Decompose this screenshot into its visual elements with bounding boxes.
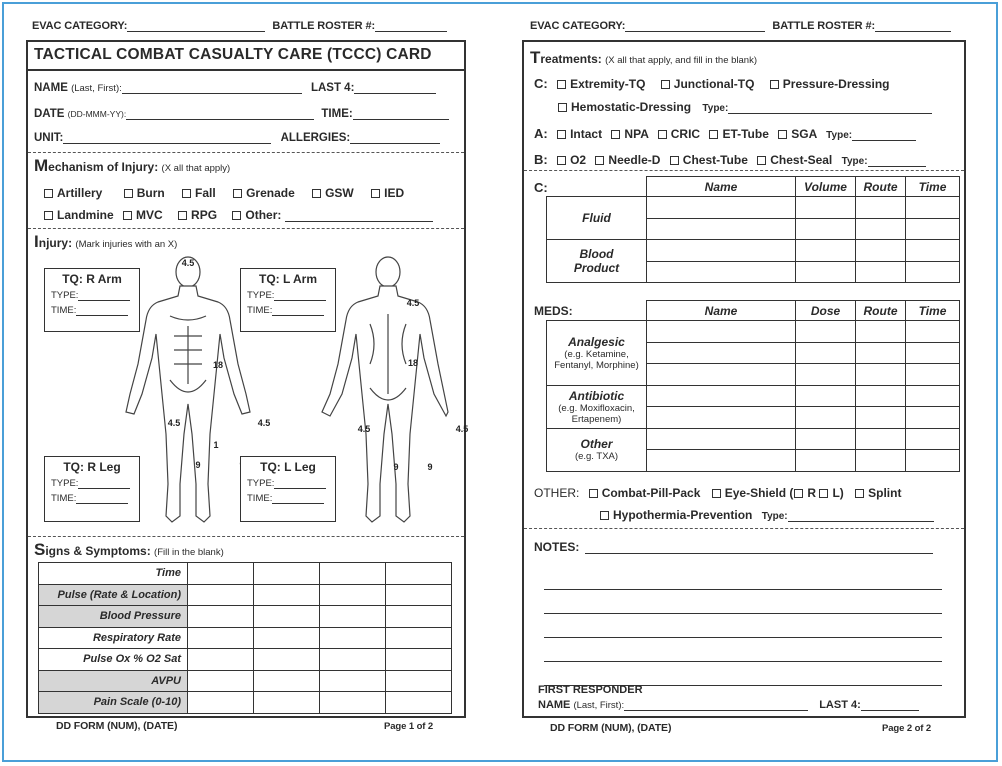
card-title: TACTICAL COMBAT CASUALTY CARE (TCCC) CARD <box>34 46 432 63</box>
pressure-dressing-checkbox[interactable]: Pressure-Dressing <box>770 77 890 91</box>
front-groin-pct: 1 <box>213 440 219 450</box>
moi-artillery-checkbox[interactable]: Artillery <box>44 186 102 200</box>
footer-form-1: DD FORM (NUM), (DATE) <box>56 720 178 732</box>
fluid-c-label: C: <box>534 180 548 195</box>
eye-shield-r-checkbox[interactable] <box>794 489 803 498</box>
injury-hint: (Mark injuries with an X) <box>75 239 178 250</box>
fluid-header-route: Route <box>856 177 906 197</box>
signs-title: Signs & Symptoms: (Fill in the blank) <box>34 540 224 559</box>
battle-roster-label-2: BATTLE ROSTER #: <box>772 20 876 32</box>
antibiotic-cat: Antibiotic (e.g. Moxifloxacin, Ertapenem) <box>547 385 647 428</box>
date-hint: (DD-MMM-YY): <box>67 109 127 119</box>
date-field[interactable] <box>34 108 449 120</box>
fluid-header-name: Name <box>647 177 796 197</box>
back-arm-l-pct: 4.5 <box>357 424 371 434</box>
signs-row-pain: Pain Scale (0-10) <box>39 692 452 714</box>
sga-checkbox[interactable]: SGA <box>778 127 817 141</box>
front-leg-r-pct: 9 <box>195 460 201 470</box>
other-med-cat: Other (e.g. TXA) <box>547 428 647 471</box>
back-leg-r-pct: 9 <box>427 462 433 472</box>
moi-title: Mechanism of Injury: (X all that apply) <box>34 156 231 175</box>
footer-form-2: DD FORM (NUM), (DATE) <box>550 722 672 734</box>
moi-landmine-checkbox[interactable]: Landmine <box>44 208 114 222</box>
name-hint: (Last, First): <box>71 83 122 94</box>
combat-pill-pack-checkbox[interactable]: Combat-Pill-Pack <box>589 486 701 500</box>
meds-header-time: Time <box>906 301 960 321</box>
front-head-pct: 4.5 <box>181 258 195 268</box>
o2-checkbox[interactable]: O2 <box>557 153 586 167</box>
treat-b-row: B: O2 Needle-D Chest-Tube Chest-Seal Type: <box>534 152 926 167</box>
signs-row-time: Time <box>39 563 452 585</box>
cric-checkbox[interactable]: CRIC <box>658 127 700 141</box>
treat-c-row: C: Extremity-TQ Junctional-TQ Pressure-Dressing <box>534 76 890 91</box>
analgesic-cat: Analgesic (e.g. Ketamine, Fentanyl, Morphine) <box>547 321 647 386</box>
injury-title: Injury: (Mark injuries with an X) <box>34 232 178 251</box>
extremity-tq-checkbox[interactable]: Extremity-TQ <box>557 77 645 91</box>
eye-shield-checkbox[interactable]: Eye-Shield ( R L) <box>712 486 844 500</box>
moi-other-checkbox[interactable]: Other: <box>232 208 433 222</box>
name-label: NAME <box>34 82 68 94</box>
hemostatic-dressing-checkbox[interactable]: Hemostatic-Dressing <box>558 100 691 114</box>
front-body-figure <box>126 257 250 522</box>
front-arm-l-pct: 4.5 <box>257 418 271 428</box>
first-responder-field[interactable]: NAME (Last, First): LAST 4: <box>538 699 919 711</box>
tq-r-arm-box[interactable]: TQ: R Arm TYPE: TIME: <box>44 268 140 332</box>
treatments-title: Treatments: (X all that apply, and fill in the blank) <box>530 48 758 67</box>
chest-tube-checkbox[interactable]: Chest-Tube <box>670 153 748 167</box>
signs-hint: (Fill in the blank) <box>154 547 224 558</box>
sga-type-label: Type: <box>826 130 853 141</box>
moi-row-1 <box>44 186 404 200</box>
junctional-tq-checkbox[interactable]: Junctional-TQ <box>661 77 755 91</box>
moi-hint: (X all that apply) <box>161 163 231 174</box>
footer-page-2: Page 2 of 2 <box>882 723 932 734</box>
moi-mvc-checkbox[interactable]: MVC <box>123 208 163 222</box>
signs-row-pulse: Pulse (Rate & Location) <box>39 584 452 606</box>
evac-category-field[interactable] <box>32 20 447 32</box>
meds-label: MEDS: <box>534 304 573 318</box>
moi-ied-checkbox[interactable]: IED <box>371 186 404 200</box>
evac-category-label-2: EVAC CATEGORY: <box>530 20 626 32</box>
hemostatic-row <box>558 100 932 114</box>
intact-checkbox[interactable]: Intact <box>557 127 602 141</box>
evac-category-label: EVAC CATEGORY: <box>32 20 128 32</box>
blood-product-cat: Blood Product <box>547 240 647 283</box>
chest-seal-checkbox[interactable]: Chest-Seal <box>757 153 832 167</box>
back-arm-r-pct: 4.5 <box>455 424 469 434</box>
tq-l-arm-box[interactable]: TQ: L Arm TYPE: TIME: <box>240 268 336 332</box>
tq-l-leg-box[interactable]: TQ: L Leg TYPE: TIME: <box>240 456 336 522</box>
signs-row-bp: Blood Pressure <box>39 606 452 628</box>
chest-seal-type-field[interactable] <box>868 157 926 167</box>
name-field[interactable] <box>34 82 436 94</box>
moi-grenade-checkbox[interactable]: Grenade <box>233 186 295 200</box>
hypothermia-type-field[interactable] <box>788 512 934 522</box>
front-arm-r-pct: 4.5 <box>167 418 181 428</box>
meds-header-dose: Dose <box>796 301 856 321</box>
card-page-2 <box>522 40 966 718</box>
meds-table <box>546 300 960 472</box>
allergies-label: ALLERGIES: <box>280 132 351 144</box>
time-label: TIME: <box>321 108 353 120</box>
unit-field[interactable] <box>34 132 440 144</box>
sga-type-field[interactable] <box>852 131 916 141</box>
signs-row-avpu: AVPU <box>39 670 452 692</box>
signs-row-pulseox: Pulse Ox % O2 Sat <box>39 649 452 671</box>
unit-label: UNIT: <box>34 132 64 144</box>
moi-fall-checkbox[interactable]: Fall <box>182 186 216 200</box>
meds-header-route: Route <box>856 301 906 321</box>
moi-row-2 <box>44 208 433 222</box>
date-label: DATE <box>34 108 65 120</box>
meds-header-name: Name <box>647 301 796 321</box>
eye-shield-l-checkbox[interactable] <box>819 489 828 498</box>
first-responder-label: FIRST RESPONDER <box>538 684 643 696</box>
fluid-header-time: Time <box>906 177 960 197</box>
fluid-header-volume: Volume <box>796 177 856 197</box>
moi-gsw-checkbox[interactable]: GSW <box>312 186 354 200</box>
back-head-pct: 4.5 <box>406 298 420 308</box>
needle-d-checkbox[interactable]: Needle-D <box>595 153 660 167</box>
moi-rpg-checkbox[interactable]: RPG <box>178 208 217 222</box>
notes-lines[interactable] <box>544 566 942 686</box>
back-torso-pct: 18 <box>407 358 419 368</box>
moi-burn-checkbox[interactable]: Burn <box>124 186 165 200</box>
hemostatic-type-field[interactable] <box>728 104 932 114</box>
treat-a-row: A: Intact NPA CRIC ET-Tube SGA Type: <box>534 126 916 141</box>
evac-category-field-2[interactable] <box>530 20 951 32</box>
footer-page-1: Page 1 of 2 <box>384 721 434 732</box>
page-1 <box>0 0 500 766</box>
chest-seal-type-label: Type: <box>841 156 868 167</box>
signs-table <box>38 562 452 714</box>
hypothermia-checkbox[interactable]: Hypothermia-Prevention <box>600 508 752 522</box>
back-leg-l-pct: 9 <box>393 462 399 472</box>
notes-label: NOTES: <box>534 540 933 554</box>
hemostatic-type-label: Type: <box>702 103 729 114</box>
splint-checkbox[interactable]: Splint <box>855 486 901 500</box>
back-body-figure <box>322 257 448 522</box>
card-page-1 <box>26 40 469 718</box>
tq-r-leg-box[interactable]: TQ: R Leg TYPE: TIME: <box>44 456 140 522</box>
hypothermia-row <box>600 508 934 522</box>
front-torso-pct: 18 <box>212 360 224 370</box>
fluid-cat: Fluid <box>547 197 647 240</box>
page-2 <box>500 0 1002 766</box>
npa-checkbox[interactable]: NPA <box>611 127 648 141</box>
signs-row-resp: Respiratory Rate <box>39 627 452 649</box>
hypothermia-type-label: Type: <box>761 511 788 522</box>
last4-label: LAST 4: <box>310 82 355 94</box>
fluid-table <box>546 176 960 283</box>
treatments-hint: (X all that apply, and fill in the blank) <box>605 55 758 66</box>
et-tube-checkbox[interactable]: ET-Tube <box>709 127 768 141</box>
other-row: OTHER: Combat-Pill-Pack Eye-Shield ( R L) Splint <box>534 486 902 500</box>
battle-roster-label: BATTLE ROSTER #: <box>272 20 376 32</box>
